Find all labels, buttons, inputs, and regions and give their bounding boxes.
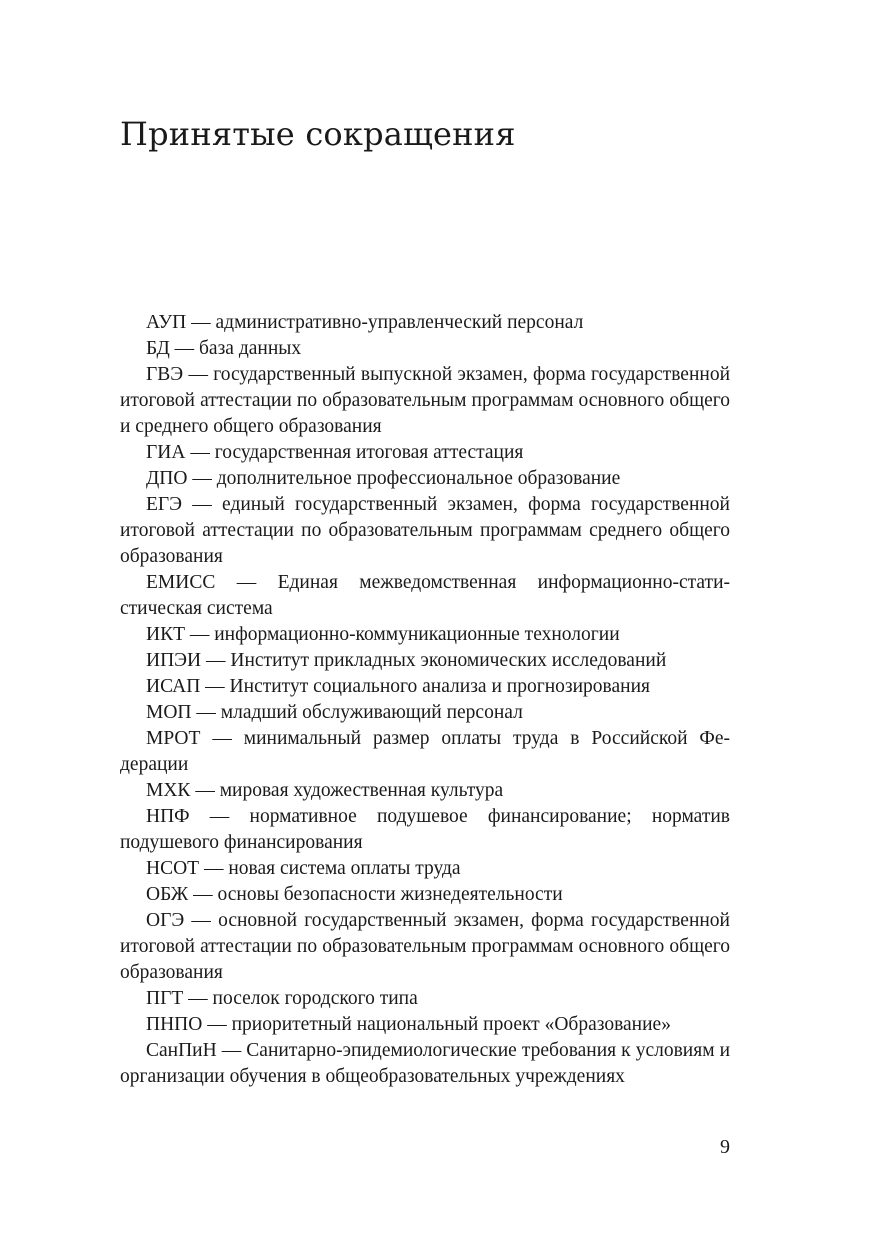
- abbreviation-entry: ГИА — государственная итоговая аттестация: [146, 442, 524, 463]
- abbreviation-definition: государственный выпускной экзамен, форма государственной итоговой аттестации по образовательным программам основного общего и среднего общего образования: [120, 364, 731, 437]
- abbreviation-term: ПГТ: [146, 988, 184, 1009]
- abbreviation-definition: административно-управленческий персонал: [215, 312, 584, 333]
- abbreviation-entry: ИПЭИ — Институт прикладных экономических исследований: [146, 650, 667, 671]
- page-title: Принятые сокращения: [120, 115, 516, 153]
- abbreviation-term: НПФ: [146, 806, 190, 827]
- abbreviation-entry: СанПиН — Санитарно-эпидемиологические требования к условиям и организации обучения в общеобразовательных учреждениях: [120, 1040, 730, 1087]
- abbreviation-term: ДПО: [146, 468, 188, 489]
- abbreviation-term: ОГЭ: [146, 910, 185, 931]
- abbreviation-definition: Единая межведомственная информационно-статистическая система: [120, 572, 730, 619]
- abbreviation-term: ИКТ: [146, 624, 185, 645]
- abbreviation-definition: база данных: [199, 338, 302, 359]
- abbreviation-term: ОБЖ: [146, 884, 189, 905]
- abbreviation-term: ИСАП: [146, 676, 201, 697]
- abbreviation-list: [120, 310, 730, 1090]
- abbreviation-entry: МХК — мировая художественная культура: [146, 780, 504, 801]
- abbreviation-term: ИПЭИ: [146, 650, 202, 671]
- abbreviation-definition: приоритетный национальный проект «Образование»: [231, 1014, 671, 1035]
- abbreviation-entry: ОГЭ — основной государственный экзамен, форма государственной итоговой аттестации по образовательным программам основного общего образования: [120, 910, 730, 983]
- abbreviation-entry: ПГТ — поселок городского типа: [146, 988, 418, 1009]
- abbreviation-entry: ЕМИСС — Единая межведомственная информационно-статистическая система: [120, 572, 730, 619]
- abbreviation-definition: поселок городского типа: [212, 988, 418, 1009]
- abbreviation-definition: информационно-коммуникационные технологии: [214, 624, 620, 645]
- abbreviation-entry: МРОТ — минимальный размер оплаты труда в Российской Федерации: [120, 728, 730, 775]
- abbreviation-term: АУП: [146, 312, 187, 333]
- abbreviation-definition: единый государственный экзамен, форма государственной итоговой аттестации по образовательным программам среднего общего образования: [120, 494, 730, 567]
- abbreviation-definition: мировая художественная культура: [219, 780, 504, 801]
- abbreviation-definition: государственная итоговая аттестация: [214, 442, 524, 463]
- abbreviation-definition: Санитарно-эпидемиологические требования к условиям и организации обучения в общеобразовательных учреждениях: [120, 1040, 730, 1087]
- abbreviation-definition: дополнительное профессиональное образование: [216, 468, 621, 489]
- abbreviation-term: СанПиН: [146, 1040, 217, 1061]
- abbreviation-term: БД: [146, 338, 170, 359]
- abbreviation-term: ЕГЭ: [146, 494, 183, 515]
- abbreviation-term: МОП: [146, 702, 192, 723]
- abbreviation-term: ГИА: [146, 442, 186, 463]
- abbreviation-definition: Институт прикладных экономических исследований: [230, 650, 667, 671]
- abbreviation-entry: ЕГЭ — единый государственный экзамен, форма государственной итоговой аттестации по образовательным программам среднего общего образования: [120, 494, 730, 567]
- abbreviation-term: МХК: [146, 780, 191, 801]
- abbreviation-entry: БД — база данных: [146, 338, 302, 359]
- abbreviation-entry: ИСАП — Институт социального анализа и прогнозирования: [146, 676, 650, 697]
- abbreviation-definition: нормативное подушевое финансирование; норматив подушевого финансирования: [120, 806, 730, 853]
- abbreviation-entry: МОП — младший обслуживающий персонал: [146, 702, 523, 723]
- abbreviation-term: МРОТ: [146, 728, 201, 749]
- abbreviation-definition: основы безопасности жизнедеятельности: [217, 884, 563, 905]
- abbreviation-entry: ГВЭ — государственный выпускной экзамен, форма государственной итоговой аттестации по образовательным программам основного общего и среднего общего образования: [120, 364, 731, 437]
- abbreviation-entry: ИКТ — информационно-коммуникационные технологии: [146, 624, 620, 645]
- abbreviation-definition: младший обслуживающий персонал: [220, 702, 523, 723]
- abbreviation-entry: ПНПО — приоритетный национальный проект «Образование»: [146, 1014, 671, 1035]
- abbreviation-term: НСОТ: [146, 858, 200, 879]
- abbreviation-entry: НПФ — нормативное подушевое финансирование; норматив подушевого финансирования: [120, 806, 730, 853]
- abbreviation-entry: ОБЖ — основы безопасности жизнедеятельности: [146, 884, 563, 905]
- abbreviation-definition: Институт социального анализа и прогнозирования: [229, 676, 650, 697]
- abbreviation-term: ПНПО: [146, 1014, 203, 1035]
- abbreviation-entry: НСОТ — новая система оплаты труда: [146, 858, 461, 879]
- abbreviation-term: ГВЭ: [146, 364, 184, 385]
- abbreviation-entry: АУП — административно-управленческий персонал: [146, 312, 584, 333]
- abbreviation-definition: новая система оплаты труда: [228, 858, 461, 879]
- abbreviation-definition: основной государственный экзамен, форма государственной итоговой аттестации по образовательным программам основного общего образования: [120, 910, 730, 983]
- page-number: 9: [720, 1136, 730, 1158]
- abbreviation-definition: минимальный размер оплаты труда в Российской Федерации: [120, 728, 730, 775]
- abbreviation-term: ЕМИСС: [146, 572, 216, 593]
- abbreviation-entry: ДПО — дополнительное профессиональное образование: [146, 468, 621, 489]
